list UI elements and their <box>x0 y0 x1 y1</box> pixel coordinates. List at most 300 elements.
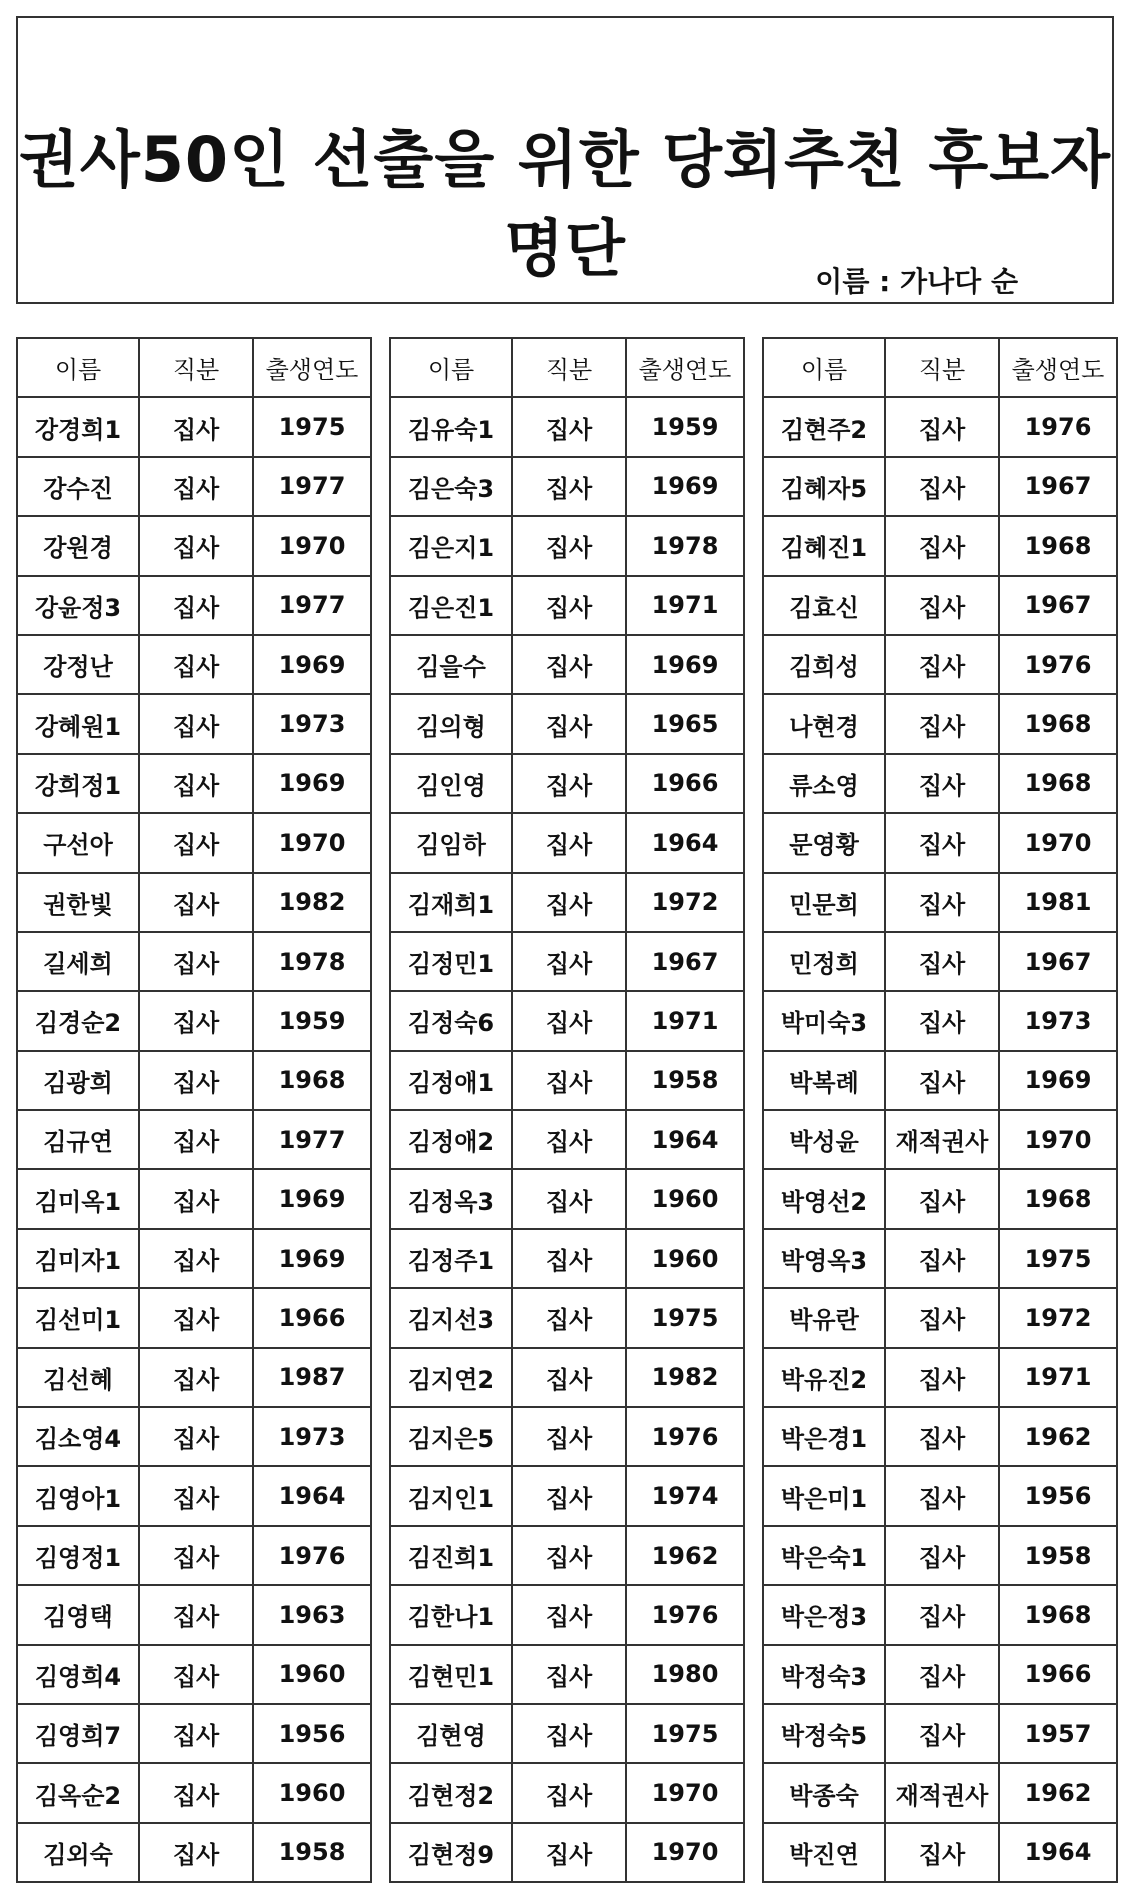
position-cell: 집사 <box>139 1348 253 1407</box>
position-cell: 집사 <box>885 576 999 635</box>
column-header-birth-year: 출생연도 <box>999 338 1117 397</box>
name-cell: 구선아 <box>17 813 139 872</box>
birth-year-cell: 1968 <box>999 694 1117 753</box>
table-row <box>390 1110 744 1169</box>
position-cell: 집사 <box>885 1585 999 1644</box>
birth-year-cell: 1969 <box>253 1229 371 1288</box>
position-cell: 집사 <box>885 1348 999 1407</box>
name-cell: 김옥순2 <box>17 1763 139 1822</box>
table-row <box>763 991 1117 1050</box>
table-row <box>17 1407 371 1466</box>
position-cell: 집사 <box>139 1645 253 1704</box>
column-header-name: 이름 <box>390 338 512 397</box>
name-cell: 박성윤 <box>763 1110 885 1169</box>
position-cell: 집사 <box>885 873 999 932</box>
name-cell: 강원경 <box>17 516 139 575</box>
position-cell: 집사 <box>139 1229 253 1288</box>
name-cell: 박진연 <box>763 1823 885 1882</box>
table-row <box>17 1763 371 1822</box>
table-row <box>390 694 744 753</box>
birth-year-cell: 1987 <box>253 1348 371 1407</box>
name-cell: 권한빛 <box>17 873 139 932</box>
column-header-position: 직분 <box>139 338 253 397</box>
name-cell: 김정민1 <box>390 932 512 991</box>
name-cell: 김은지1 <box>390 516 512 575</box>
name-cell: 김경순2 <box>17 991 139 1050</box>
candidate-table-3 <box>762 337 1118 1883</box>
position-cell: 집사 <box>512 397 626 456</box>
table-row <box>390 813 744 872</box>
name-cell: 김지연2 <box>390 1348 512 1407</box>
name-cell: 김현정2 <box>390 1763 512 1822</box>
table-row <box>17 1823 371 1882</box>
table-row <box>17 1110 371 1169</box>
column-header-birth-year: 출생연도 <box>253 338 371 397</box>
birth-year-cell: 1977 <box>253 457 371 516</box>
table-row <box>390 932 744 991</box>
table-body <box>17 397 371 1882</box>
position-cell: 집사 <box>885 457 999 516</box>
birth-year-cell: 1971 <box>999 1348 1117 1407</box>
name-cell: 김현민1 <box>390 1645 512 1704</box>
table-row <box>17 516 371 575</box>
name-cell: 김정주1 <box>390 1229 512 1288</box>
table-row <box>763 1110 1117 1169</box>
table-row <box>763 1526 1117 1585</box>
name-cell: 김정옥3 <box>390 1169 512 1228</box>
name-cell: 박복례 <box>763 1051 885 1110</box>
table-row <box>17 1288 371 1347</box>
birth-year-cell: 1968 <box>999 1169 1117 1228</box>
birth-year-cell: 1967 <box>999 576 1117 635</box>
table-row <box>17 576 371 635</box>
table-row <box>390 873 744 932</box>
table-header-row <box>390 338 744 397</box>
position-cell: 집사 <box>512 813 626 872</box>
birth-year-cell: 1975 <box>626 1704 744 1763</box>
table-row <box>763 1704 1117 1763</box>
birth-year-cell: 1967 <box>999 457 1117 516</box>
table-row <box>763 754 1117 813</box>
birth-year-cell: 1976 <box>999 635 1117 694</box>
birth-year-cell: 1976 <box>626 1585 744 1644</box>
name-cell: 김현주2 <box>763 397 885 456</box>
name-cell: 김영정1 <box>17 1526 139 1585</box>
name-cell: 김광희 <box>17 1051 139 1110</box>
birth-year-cell: 1963 <box>253 1585 371 1644</box>
position-cell: 집사 <box>885 991 999 1050</box>
birth-year-cell: 1976 <box>626 1407 744 1466</box>
position-cell: 집사 <box>885 1645 999 1704</box>
name-cell: 김을수 <box>390 635 512 694</box>
position-cell: 집사 <box>512 1051 626 1110</box>
candidate-table-2 <box>389 337 745 1883</box>
position-cell: 집사 <box>512 1466 626 1525</box>
birth-year-cell: 1962 <box>626 1526 744 1585</box>
position-cell: 집사 <box>139 1288 253 1347</box>
birth-year-cell: 1957 <box>999 1704 1117 1763</box>
position-cell: 집사 <box>512 1169 626 1228</box>
name-cell: 김현정9 <box>390 1823 512 1882</box>
name-cell: 김규연 <box>17 1110 139 1169</box>
birth-year-cell: 1977 <box>253 576 371 635</box>
position-cell: 집사 <box>139 397 253 456</box>
table-row <box>390 1823 744 1882</box>
table-row <box>390 1229 744 1288</box>
birth-year-cell: 1968 <box>999 754 1117 813</box>
name-cell: 김소영4 <box>17 1407 139 1466</box>
birth-year-cell: 1968 <box>999 516 1117 575</box>
column-header-name: 이름 <box>763 338 885 397</box>
table-row <box>17 1704 371 1763</box>
name-cell: 박은미1 <box>763 1466 885 1525</box>
name-cell: 류소영 <box>763 754 885 813</box>
table-row <box>390 1526 744 1585</box>
birth-year-cell: 1973 <box>253 1407 371 1466</box>
name-cell: 김희성 <box>763 635 885 694</box>
position-cell: 집사 <box>512 991 626 1050</box>
table-row <box>17 991 371 1050</box>
name-cell: 길세희 <box>17 932 139 991</box>
birth-year-cell: 1966 <box>253 1288 371 1347</box>
birth-year-cell: 1971 <box>626 576 744 635</box>
position-cell: 집사 <box>139 1051 253 1110</box>
birth-year-cell: 1976 <box>253 1526 371 1585</box>
table-row <box>390 1288 744 1347</box>
position-cell: 집사 <box>885 1051 999 1110</box>
table-row <box>390 576 744 635</box>
name-cell: 김혜진1 <box>763 516 885 575</box>
table-row <box>17 1229 371 1288</box>
table-row <box>390 516 744 575</box>
table-row <box>763 1051 1117 1110</box>
name-cell: 강수진 <box>17 457 139 516</box>
position-cell: 집사 <box>139 1526 253 1585</box>
table-row <box>763 694 1117 753</box>
name-cell: 김의형 <box>390 694 512 753</box>
name-cell: 나현경 <box>763 694 885 753</box>
birth-year-cell: 1964 <box>626 813 744 872</box>
name-cell: 김진희1 <box>390 1526 512 1585</box>
position-cell: 집사 <box>139 1763 253 1822</box>
position-cell: 집사 <box>885 1466 999 1525</box>
table-row <box>390 1169 744 1228</box>
column-header-position: 직분 <box>885 338 999 397</box>
position-cell: 집사 <box>885 397 999 456</box>
birth-year-cell: 1959 <box>253 991 371 1050</box>
birth-year-cell: 1964 <box>626 1110 744 1169</box>
birth-year-cell: 1970 <box>999 813 1117 872</box>
sort-note: 이름 : 가나다 순 <box>815 265 1018 298</box>
birth-year-cell: 1969 <box>626 635 744 694</box>
name-cell: 김유숙1 <box>390 397 512 456</box>
name-cell: 김정애2 <box>390 1110 512 1169</box>
name-cell: 김영희4 <box>17 1645 139 1704</box>
birth-year-cell: 1977 <box>253 1110 371 1169</box>
name-cell: 강혜원1 <box>17 694 139 753</box>
name-cell: 김정숙6 <box>390 991 512 1050</box>
table-row <box>390 991 744 1050</box>
position-cell: 집사 <box>512 635 626 694</box>
table-row <box>17 1348 371 1407</box>
birth-year-cell: 1978 <box>253 932 371 991</box>
name-cell: 김한나1 <box>390 1585 512 1644</box>
birth-year-cell: 1971 <box>626 991 744 1050</box>
birth-year-cell: 1973 <box>253 694 371 753</box>
position-cell: 집사 <box>139 1585 253 1644</box>
position-cell: 집사 <box>512 576 626 635</box>
birth-year-cell: 1982 <box>253 873 371 932</box>
position-cell: 집사 <box>139 694 253 753</box>
name-cell: 박미숙3 <box>763 991 885 1050</box>
position-cell: 집사 <box>885 635 999 694</box>
position-cell: 집사 <box>512 1645 626 1704</box>
birth-year-cell: 1969 <box>253 1169 371 1228</box>
birth-year-cell: 1980 <box>626 1645 744 1704</box>
table-row <box>763 635 1117 694</box>
page-title: 권사50인 선출을 위한 당회추천 후보자 명단 <box>19 123 1111 285</box>
position-cell: 집사 <box>885 813 999 872</box>
position-cell: 집사 <box>885 1823 999 1882</box>
name-cell: 강윤정3 <box>17 576 139 635</box>
table-row <box>17 694 371 753</box>
birth-year-cell: 1972 <box>626 873 744 932</box>
table-row <box>763 1466 1117 1525</box>
position-cell: 집사 <box>139 873 253 932</box>
position-cell: 집사 <box>139 1823 253 1882</box>
birth-year-cell: 1964 <box>253 1466 371 1525</box>
name-cell: 박은정3 <box>763 1585 885 1644</box>
birth-year-cell: 1968 <box>253 1051 371 1110</box>
table-row <box>17 873 371 932</box>
birth-year-cell: 1974 <box>626 1466 744 1525</box>
name-cell: 강희정1 <box>17 754 139 813</box>
position-cell: 집사 <box>512 694 626 753</box>
table-row <box>17 754 371 813</box>
table-row <box>763 873 1117 932</box>
position-cell: 집사 <box>139 1466 253 1525</box>
birth-year-cell: 1958 <box>999 1526 1117 1585</box>
table-row <box>17 1645 371 1704</box>
name-cell: 김미자1 <box>17 1229 139 1288</box>
column-header-birth-year: 출생연도 <box>626 338 744 397</box>
birth-year-cell: 1970 <box>626 1763 744 1822</box>
birth-year-cell: 1962 <box>999 1763 1117 1822</box>
birth-year-cell: 1982 <box>626 1348 744 1407</box>
table-row <box>390 635 744 694</box>
birth-year-cell: 1970 <box>999 1110 1117 1169</box>
position-cell: 집사 <box>139 457 253 516</box>
birth-year-cell: 1978 <box>626 516 744 575</box>
name-cell: 김영희7 <box>17 1704 139 1763</box>
position-cell: 집사 <box>512 1763 626 1822</box>
table-row <box>763 516 1117 575</box>
position-cell: 집사 <box>885 1407 999 1466</box>
table-row <box>17 1169 371 1228</box>
table-row <box>17 1466 371 1525</box>
birth-year-cell: 1960 <box>253 1645 371 1704</box>
name-cell: 김임하 <box>390 813 512 872</box>
position-cell: 집사 <box>139 516 253 575</box>
table-row <box>763 397 1117 456</box>
position-cell: 집사 <box>512 1288 626 1347</box>
position-cell: 집사 <box>139 1407 253 1466</box>
birth-year-cell: 1965 <box>626 694 744 753</box>
position-cell: 집사 <box>885 1526 999 1585</box>
birth-year-cell: 1960 <box>626 1169 744 1228</box>
birth-year-cell: 1969 <box>626 457 744 516</box>
table-row <box>390 397 744 456</box>
position-cell: 집사 <box>139 991 253 1050</box>
position-cell: 집사 <box>512 1823 626 1882</box>
birth-year-cell: 1960 <box>253 1763 371 1822</box>
table-row <box>763 1348 1117 1407</box>
name-cell: 김효신 <box>763 576 885 635</box>
position-cell: 집사 <box>512 1526 626 1585</box>
position-cell: 집사 <box>512 1704 626 1763</box>
name-cell: 강경희1 <box>17 397 139 456</box>
birth-year-cell: 1969 <box>999 1051 1117 1110</box>
name-cell: 김지선3 <box>390 1288 512 1347</box>
name-cell: 김미옥1 <box>17 1169 139 1228</box>
title-box <box>16 16 1114 304</box>
position-cell: 집사 <box>885 754 999 813</box>
table-row <box>17 457 371 516</box>
position-cell: 집사 <box>139 576 253 635</box>
name-cell: 박영선2 <box>763 1169 885 1228</box>
table-row <box>17 397 371 456</box>
table-row <box>390 1704 744 1763</box>
name-cell: 박영옥3 <box>763 1229 885 1288</box>
table-row <box>763 1763 1117 1822</box>
table-row <box>17 813 371 872</box>
name-cell: 박은경1 <box>763 1407 885 1466</box>
name-cell: 김현영 <box>390 1704 512 1763</box>
name-cell: 박은숙1 <box>763 1526 885 1585</box>
name-cell: 김영택 <box>17 1585 139 1644</box>
birth-year-cell: 1972 <box>999 1288 1117 1347</box>
name-cell: 박유진2 <box>763 1348 885 1407</box>
name-cell: 김지은5 <box>390 1407 512 1466</box>
birth-year-cell: 1962 <box>999 1407 1117 1466</box>
birth-year-cell: 1958 <box>626 1051 744 1110</box>
table-row <box>390 754 744 813</box>
position-cell: 집사 <box>512 1110 626 1169</box>
position-cell: 집사 <box>885 1229 999 1288</box>
table-header-row <box>763 338 1117 397</box>
position-cell: 집사 <box>512 873 626 932</box>
birth-year-cell: 1975 <box>626 1288 744 1347</box>
name-cell: 김혜자5 <box>763 457 885 516</box>
table-row <box>17 1585 371 1644</box>
birth-year-cell: 1958 <box>253 1823 371 1882</box>
birth-year-cell: 1960 <box>626 1229 744 1288</box>
name-cell: 김외숙 <box>17 1823 139 1882</box>
name-cell: 박종숙 <box>763 1763 885 1822</box>
name-cell: 박유란 <box>763 1288 885 1347</box>
position-cell: 집사 <box>885 932 999 991</box>
name-cell: 문영황 <box>763 813 885 872</box>
birth-year-cell: 1956 <box>999 1466 1117 1525</box>
birth-year-cell: 1970 <box>253 516 371 575</box>
name-cell: 김은진1 <box>390 576 512 635</box>
table-row <box>763 1169 1117 1228</box>
table-row <box>763 1229 1117 1288</box>
name-cell: 민문희 <box>763 873 885 932</box>
birth-year-cell: 1969 <box>253 635 371 694</box>
position-cell: 집사 <box>139 635 253 694</box>
birth-year-cell: 1970 <box>253 813 371 872</box>
table-row <box>17 932 371 991</box>
birth-year-cell: 1964 <box>999 1823 1117 1882</box>
table-row <box>390 1763 744 1822</box>
position-cell: 집사 <box>512 1585 626 1644</box>
birth-year-cell: 1966 <box>626 754 744 813</box>
name-cell: 김인영 <box>390 754 512 813</box>
table-row <box>763 576 1117 635</box>
table-row <box>17 1526 371 1585</box>
table-row <box>763 457 1117 516</box>
table-row <box>390 1051 744 1110</box>
table-row <box>763 932 1117 991</box>
birth-year-cell: 1976 <box>999 397 1117 456</box>
table-row <box>763 1823 1117 1882</box>
birth-year-cell: 1973 <box>999 991 1117 1050</box>
position-cell: 집사 <box>885 1288 999 1347</box>
position-cell: 집사 <box>512 1407 626 1466</box>
position-cell: 집사 <box>885 694 999 753</box>
birth-year-cell: 1970 <box>626 1823 744 1882</box>
position-cell: 집사 <box>885 1704 999 1763</box>
birth-year-cell: 1969 <box>253 754 371 813</box>
table-row <box>17 1051 371 1110</box>
name-cell: 김영아1 <box>17 1466 139 1525</box>
position-cell: 집사 <box>512 1348 626 1407</box>
candidate-table-1 <box>16 337 372 1883</box>
birth-year-cell: 1956 <box>253 1704 371 1763</box>
name-cell: 김은숙3 <box>390 457 512 516</box>
birth-year-cell: 1968 <box>999 1585 1117 1644</box>
name-cell: 김선혜 <box>17 1348 139 1407</box>
name-cell: 김지인1 <box>390 1466 512 1525</box>
name-cell: 박정숙5 <box>763 1704 885 1763</box>
column-header-name: 이름 <box>17 338 139 397</box>
table-row <box>763 1407 1117 1466</box>
position-cell: 집사 <box>139 932 253 991</box>
name-cell: 김선미1 <box>17 1288 139 1347</box>
birth-year-cell: 1975 <box>253 397 371 456</box>
table-row <box>763 813 1117 872</box>
table-row <box>763 1645 1117 1704</box>
position-cell: 집사 <box>512 1229 626 1288</box>
table-row <box>763 1288 1117 1347</box>
table-body <box>390 397 744 1882</box>
position-cell: 재적권사 <box>885 1763 999 1822</box>
birth-year-cell: 1959 <box>626 397 744 456</box>
birth-year-cell: 1967 <box>999 932 1117 991</box>
table-row <box>390 1585 744 1644</box>
position-cell: 집사 <box>885 516 999 575</box>
birth-year-cell: 1975 <box>999 1229 1117 1288</box>
position-cell: 집사 <box>139 813 253 872</box>
table-body <box>763 397 1117 1882</box>
table-header-row <box>17 338 371 397</box>
position-cell: 집사 <box>139 1704 253 1763</box>
position-cell: 집사 <box>512 754 626 813</box>
position-cell: 집사 <box>512 932 626 991</box>
table-row <box>763 1585 1117 1644</box>
birth-year-cell: 1967 <box>626 932 744 991</box>
